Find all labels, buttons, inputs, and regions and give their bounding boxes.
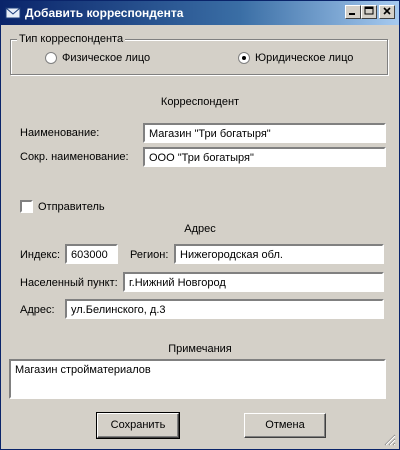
- cancel-button[interactable]: Отмена: [244, 413, 326, 438]
- index-label: Индекс:: [20, 249, 61, 261]
- maximize-button[interactable]: [361, 5, 377, 19]
- window-title: Добавить корреспондента: [25, 6, 184, 20]
- notes-heading: Примечания: [168, 343, 232, 355]
- sender-label[interactable]: Отправитель: [38, 201, 105, 213]
- close-button[interactable]: [379, 5, 395, 19]
- street-label: Адрес:: [20, 304, 55, 316]
- city-field[interactable]: г.Нижний Новгород: [123, 272, 384, 292]
- close-icon: [382, 6, 392, 16]
- type-group-title: Тип корреспондента: [19, 33, 124, 45]
- app-icon: [5, 5, 21, 21]
- radio-legal-entity-label[interactable]: Юридическое лицо: [255, 52, 354, 64]
- correspondent-heading: Корреспондент: [160, 96, 240, 108]
- region-field[interactable]: Нижегородская обл.: [174, 244, 384, 264]
- city-label: Населенный пункт:: [20, 277, 118, 289]
- maximize-icon: [364, 6, 374, 16]
- index-field[interactable]: 603000: [65, 244, 118, 264]
- address-heading: Адрес: [184, 223, 216, 235]
- minimize-button[interactable]: [345, 5, 361, 19]
- name-field[interactable]: Магазин "Три богатыря": [143, 123, 386, 143]
- resize-grip-icon[interactable]: [384, 434, 396, 446]
- name-label: Наименование:: [20, 127, 100, 139]
- region-label: Регион:: [130, 249, 169, 261]
- title-bar[interactable]: [1, 1, 399, 25]
- radio-physical-person-label[interactable]: Физическое лицо: [62, 52, 151, 64]
- street-field[interactable]: ул.Белинского, д.3: [65, 299, 384, 319]
- short-name-label: Сокр. наименование:: [20, 151, 129, 163]
- short-name-field[interactable]: ООО "Три богатыря": [143, 147, 386, 167]
- minimize-icon: [348, 6, 358, 16]
- sender-checkbox[interactable]: [20, 200, 33, 213]
- radio-physical-person[interactable]: [45, 52, 57, 64]
- radio-legal-entity[interactable]: [238, 52, 250, 64]
- notes-textarea[interactable]: Магазин стройматериалов: [9, 359, 386, 399]
- save-button[interactable]: Сохранить: [97, 413, 179, 438]
